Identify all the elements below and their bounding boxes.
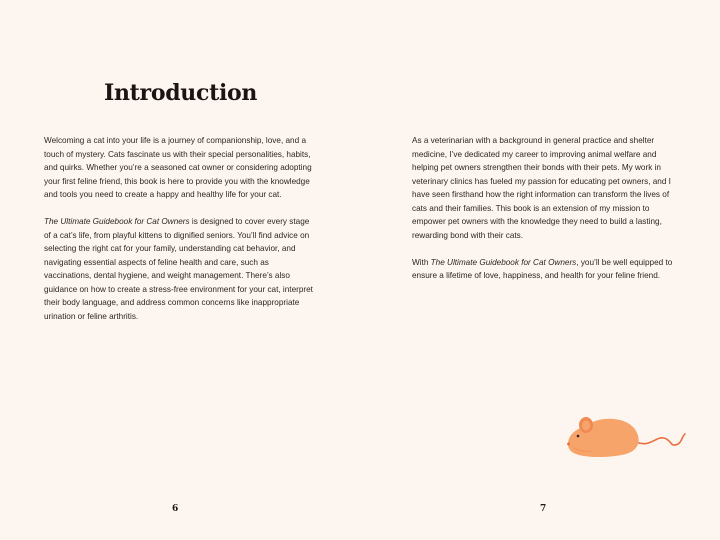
page-title: Introduction [104, 80, 258, 106]
mouse-icon [564, 408, 688, 460]
book-title-italic: The Ultimate Guidebook for Cat Owners [44, 217, 190, 226]
right-paragraph-2 [412, 256, 684, 283]
page-number-left: 6 [172, 504, 179, 514]
left-body-text [44, 134, 316, 337]
left-paragraph-2 [44, 215, 316, 323]
right-body-text [412, 134, 684, 296]
right-paragraph-2-text: , you’ll be well equipped to ensure a lifetime of love, happiness, and health for your feline friend. [412, 257, 673, 280]
right-page [360, 0, 720, 540]
left-paragraph-2-text: is designed to cover every stage of a cat’s life, from playful kittens to dignified seniors. You’ll find advice on selecting the right cat for your family, understanding cat behavior, and navigating essential aspects of feline health and care, such as vaccinations, dental hygiene, and weight management. There’s also guidance on how to create a stress-free environment for your cat, interpret their body language, and address common concerns like inappropriate urination or feline arthritis. [44, 217, 313, 321]
right-paragraph-1: As a veterinarian with a background in general practice and shelter medicine, I’ve dedicated my career to improving animal welfare and helping pet owners strengthen their bonds with their pets. My work in veterinary clinics has fueled my passion for educating pet owners, and I have seen firsthand how the right information can transform the lives of cats and their families. This book is an extension of my mission to empower pet owners with the knowledge they need to build a lasting, rewarding bond with their cats. [412, 136, 671, 240]
page-number-right: 7 [540, 504, 547, 514]
right-paragraph-2-lead: With [412, 257, 431, 267]
book-title-italic: The Ultimate Guidebook for Cat Owners [430, 257, 577, 267]
left-paragraph-1: Welcoming a cat into your life is a journey of companionship, love, and a touch of mystery. Cats fascinate us with their special personalities, habits, and quirks. Whether you’re a seasoned cat owner or considering adopting your first feline friend, this book is here to provide you with the knowledge and tools you need to create a happy and healthy life for your cat. [44, 136, 312, 199]
